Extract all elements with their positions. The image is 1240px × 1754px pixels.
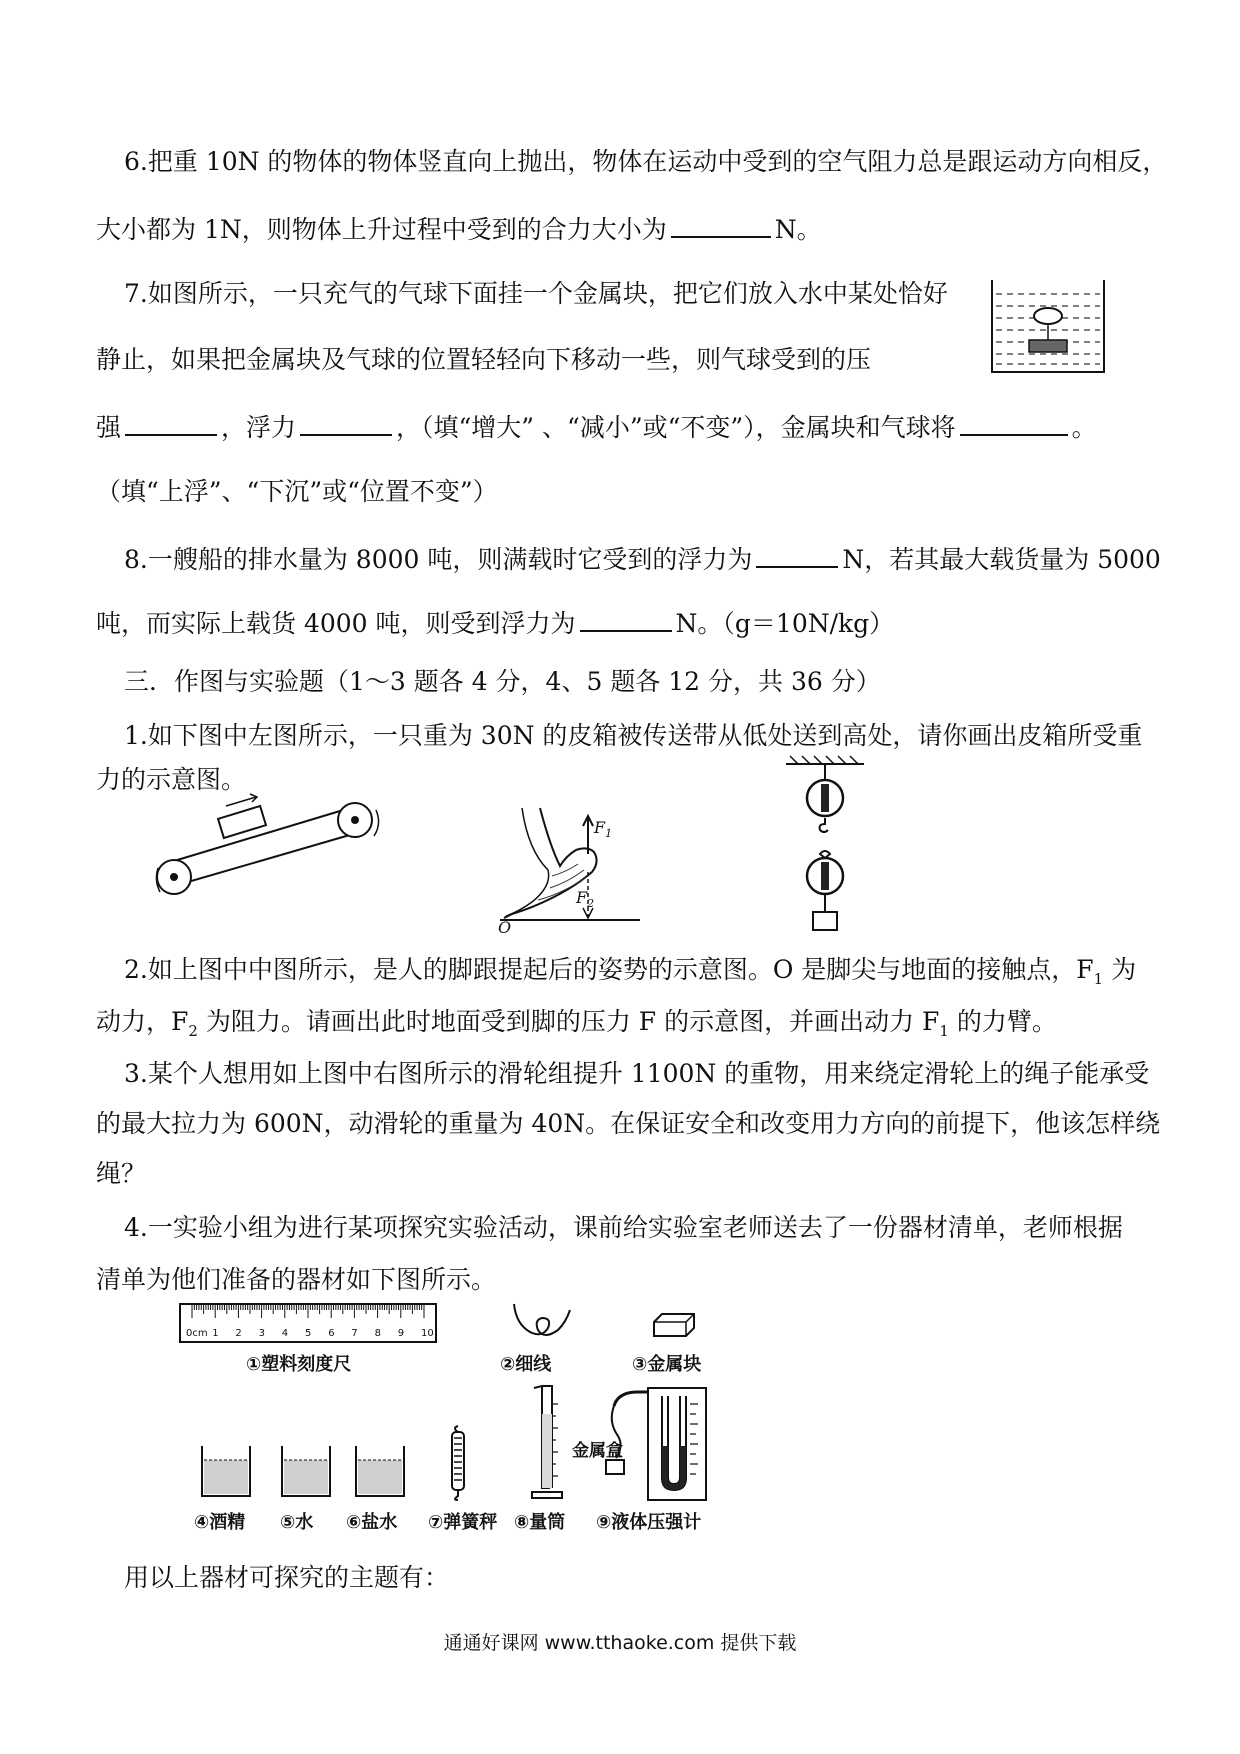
label-f1: $F_1$ [594,818,613,841]
ruler-tick-label: 3 [258,1328,265,1339]
ruler-tick-label: 2 [235,1328,242,1339]
label-metal-box: 金属盒 [572,1441,623,1461]
ruler-tick-label: 8 [374,1328,381,1339]
q8-line2: 吨，而实际上载货 4000 吨，则受到浮力为 N。（g＝10N/kg） [96,606,894,640]
caption-spring-scale: ⑦弹簧秤 [428,1512,498,1533]
caption-pressure-gauge: ⑨液体压强计 [596,1512,702,1533]
caption-saltwater: ⑥盐水 [346,1512,398,1533]
p2-line2: 动力，$F_2$ 为阻力。请画出此时地面受到脚的压力 F 的示意图，并画出动力 $F_1$ 的力臂。 [96,1007,1057,1040]
q7-line3: 强 ，浮力 ，（填“增大” 、“减小”或“不变”），金属块和气球将 。 [96,410,1097,444]
beaker-saltwater [352,1444,408,1500]
spring-scale-figure [446,1424,470,1502]
conveyor-belt-figure [150,784,380,904]
foot-lever-figure [492,806,642,928]
ruler-tick-label: 6 [328,1328,335,1339]
q6-line1: 6.把重 10N 的物体的物体竖直向上抛出，物体在运动中受到的空气阻力总是跟运动方向相反， [124,147,1168,176]
q8-line1: 8.一艘船的排水量为 8000 吨，则满载时它受到的浮力为 N，若其最大载货量为 5000 [124,542,1161,576]
label-f2: $F_2$ [576,888,595,911]
pulley-system-figure [780,752,870,942]
answer-blank[interactable] [671,212,771,238]
caption-ruler: ①塑料刻度尺 [246,1354,352,1375]
q7-line1: 7.如图所示，一只充气的气球下面挂一个金属块，把它们放入水中某处恰好 [124,279,948,308]
p2-line1: 2.如上图中中图所示，是人的脚跟提起后的姿势的示意图。O 是脚尖与地面的接触点，$F_1$ 为 [124,955,1137,988]
q7-line4: （填“上浮”、“下沉”或“位置不变”） [96,477,498,506]
p5-line: 用以上器材可探究的主题有： [124,1563,450,1592]
ruler-tick-label: 1 [212,1328,219,1339]
caption-thread: ②细线 [500,1354,552,1375]
p1-line1: 1.如下图中左图所示，一只重为 30N 的皮箱被传送带从低处送到高处，请你画出皮箱所受重 [124,721,1143,750]
ruler-tick-label: 0cm [186,1328,208,1339]
p4-line1: 4.一实验小组为进行某项探究实验活动，课前给实验室老师送去了一份器材清单，老师根据 [124,1213,1123,1242]
p1-line2: 力的示意图。 [96,765,247,794]
caption-measuring-cylinder: ⑧量筒 [514,1512,566,1533]
ruler-tick-label: 10 [421,1328,434,1339]
page-footer: 通通好课网 www.tthaoke.com 提供下载 [443,1632,797,1654]
metal-block-figure [650,1310,698,1340]
beaker-alcohol [198,1444,254,1500]
caption-metal-block: ③金属块 [632,1354,702,1375]
caption-alcohol: ④酒精 [194,1512,246,1533]
ruler-tick-label: 5 [305,1328,312,1339]
ruler-tick-label: 4 [281,1328,289,1339]
p3-line3: 绳？ [96,1159,147,1188]
thread-figure [508,1300,574,1344]
p3-line2: 的最大拉力为 600N，动滑轮的重量为 40N。在保证安全和改变用力方向的前提下，他该怎样绕 [96,1109,1161,1138]
label-o: O [498,918,512,937]
answer-blank[interactable] [580,606,672,632]
balloon-in-water-figure [988,278,1110,378]
p4-line2: 清单为他们准备的器材如下图所示。 [96,1265,497,1294]
answer-blank[interactable] [300,410,392,436]
answer-blank[interactable] [125,410,217,436]
ruler-figure [178,1302,440,1346]
answer-blank[interactable] [960,410,1068,436]
ruler-tick-label: 7 [351,1328,358,1339]
beaker-water [278,1444,334,1500]
caption-water: ⑤水 [280,1512,314,1533]
q6-line2: 大小都为 1N，则物体上升过程中受到的合力大小为 N。 [96,212,822,246]
section-heading: 三．作图与实验题（1～3 题各 4 分，4、5 题各 12 分，共 36 分） [124,667,881,696]
p3-line1: 3.某个人想用如上图中右图所示的滑轮组提升 1100N 的重物，用来绕定滑轮上的绳子能承受 [124,1059,1150,1088]
measuring-cylinder-figure [528,1384,564,1502]
q7-line2: 静止，如果把金属块及气球的位置轻轻向下移动一些，则气球受到的压 [96,345,872,374]
answer-blank[interactable] [756,542,838,568]
ruler-tick-label: 9 [397,1328,405,1339]
